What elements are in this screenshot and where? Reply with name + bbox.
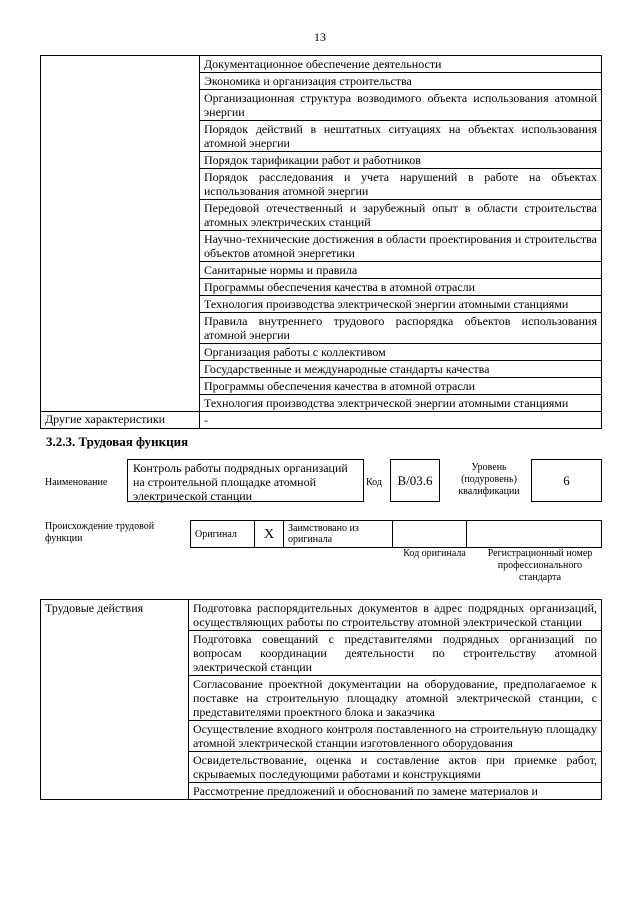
name-label: Наименование <box>45 477 108 488</box>
function-name-box: Контроль работы подрядных организаций на строительной площадке атомной электрической станции <box>127 459 364 502</box>
knowledge-item: Правила внутреннего трудового распорядка объектов использования атомной энергии <box>200 313 602 344</box>
knowledge-table <box>40 55 602 429</box>
knowledge-item: Порядок действий в нештатных ситуациях на объектах использования атомной энергии <box>200 121 602 152</box>
table-row <box>41 412 602 429</box>
code-label: Код <box>366 477 382 488</box>
knowledge-item: Организация работы с коллективом <box>200 344 602 361</box>
level-label: Уровень (подуровень) квалификации <box>458 462 520 497</box>
labor-action-item: Подготовка распорядительных документов в адрес подрядных организаций, осуществляющих работы по строительству атомной электрической станции <box>189 600 602 631</box>
knowledge-item: Организационная структура возводимого объекта использования атомной энергии <box>200 90 602 121</box>
reg-number-cell <box>467 521 602 548</box>
page-number: 13 <box>314 30 326 44</box>
knowledge-item: Технология производства электрической энергии атомными станциями <box>200 296 602 313</box>
other-characteristics-value: - <box>200 412 602 429</box>
labor-action-item: Освидетельствование, оценка и составление актов при приемке работ, скрываемых последующими работами и конструкциями <box>189 752 602 783</box>
row-label-cell <box>41 56 200 412</box>
labor-actions-label: Трудовые действия <box>41 600 189 800</box>
knowledge-item: Программы обеспечения качества в атомной отрасли <box>200 378 602 395</box>
origin-code-caption: Код оригинала <box>403 548 466 559</box>
knowledge-item: Передовой отечественный и зарубежный опыт в области строительства атомных электрических станций <box>200 200 602 231</box>
origin-label: Происхождение трудовой функции <box>45 521 155 544</box>
original-label: Оригинал <box>191 521 255 548</box>
code-value-box: В/03.6 <box>390 459 440 502</box>
table-row <box>41 56 602 73</box>
origin-table <box>190 520 602 548</box>
knowledge-item: Технология производства электрической энергии атомными станциями <box>200 395 602 412</box>
labor-action-item: Рассмотрение предложений и обоснований по замене материалов и <box>189 783 602 800</box>
knowledge-item: Научно-технические достижения в области проектирования и строительства объектов атомной энергетики <box>200 231 602 262</box>
knowledge-item: Санитарные нормы и правила <box>200 262 602 279</box>
labor-action-item: Согласование проектной документации на оборудование, предполагаемое к поставке на строительную площадку атомной электрической станции, с представителями проектного блока и заказчика <box>189 676 602 721</box>
level-value-box: 6 <box>531 459 602 502</box>
reg-number-caption: Регистрационный номер профессионального стандарта <box>487 548 593 583</box>
knowledge-item: Документационное обеспечение деятельности <box>200 56 602 73</box>
knowledge-item: Программы обеспечения качества в атомной отрасли <box>200 279 602 296</box>
borrowed-label: Заимствовано из оригинала <box>284 521 393 548</box>
knowledge-item: Государственные и международные стандарты качества <box>200 361 602 378</box>
labor-action-item: Подготовка совещаний с представителями подрядных организаций по вопросам координации деятельности по строительству атомной электрической станции <box>189 631 602 676</box>
table-row <box>41 600 602 631</box>
knowledge-item: Экономика и организация строительства <box>200 73 602 90</box>
other-characteristics-label: Другие характеристики <box>41 412 200 429</box>
original-mark: X <box>255 521 284 548</box>
knowledge-item: Порядок расследования и учета нарушений в работе на объектах использования атомной энергии <box>200 169 602 200</box>
knowledge-item: Порядок тарификации работ и работников <box>200 152 602 169</box>
labor-actions-table <box>40 599 602 800</box>
section-title: 3.2.3. Трудовая функция <box>46 434 189 449</box>
labor-action-item: Осуществление входного контроля поставленного на строительную площадку атомной электрической станции изготовленного оборудования <box>189 721 602 752</box>
origin-code-cell <box>393 521 467 548</box>
